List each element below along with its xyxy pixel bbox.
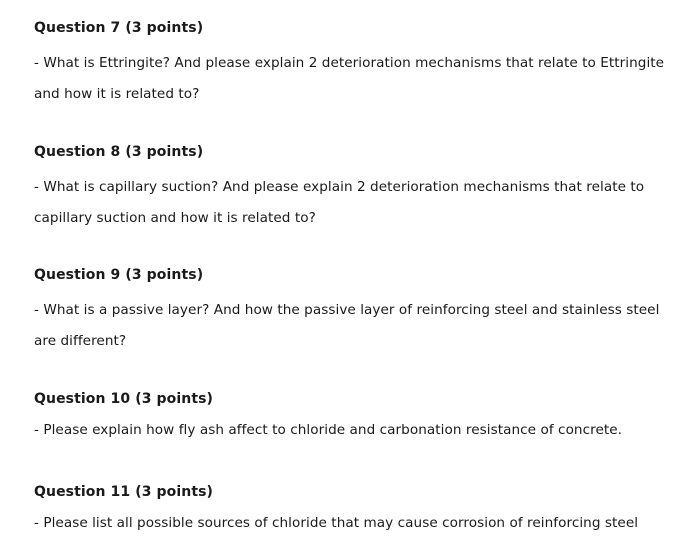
question-text: - Please explain how fly ash affect to chloride and carbonation resistance of concrete. <box>34 422 623 438</box>
question-8 <box>34 144 674 234</box>
question-text: - What is capillary suction? And please explain 2 deterioration mechanisms that relate to capillary suction and how it is related to? <box>34 179 645 226</box>
question-text: - What is Ettringite? And please explain 2 deterioration mechanisms that relate to Ettringite and how it is related to? <box>34 55 665 102</box>
question-title: Question 7 (3 points) <box>34 20 204 36</box>
question-text: - What is a passive layer? And how the passive layer of reinforcing steel and stainless steel are different? <box>34 302 660 349</box>
question-7 <box>34 20 674 110</box>
question-title: Question 11 (3 points) <box>34 484 214 500</box>
question-10 <box>34 391 674 446</box>
question-text: - Please list all possible sources of chloride that may cause corrosion of reinforcing steel <box>34 515 639 531</box>
question-title: Question 10 (3 points) <box>34 391 214 407</box>
question-11 <box>34 484 674 539</box>
question-9 <box>34 267 674 357</box>
question-title: Question 9 (3 points) <box>34 267 204 283</box>
question-title: Question 8 (3 points) <box>34 144 204 160</box>
